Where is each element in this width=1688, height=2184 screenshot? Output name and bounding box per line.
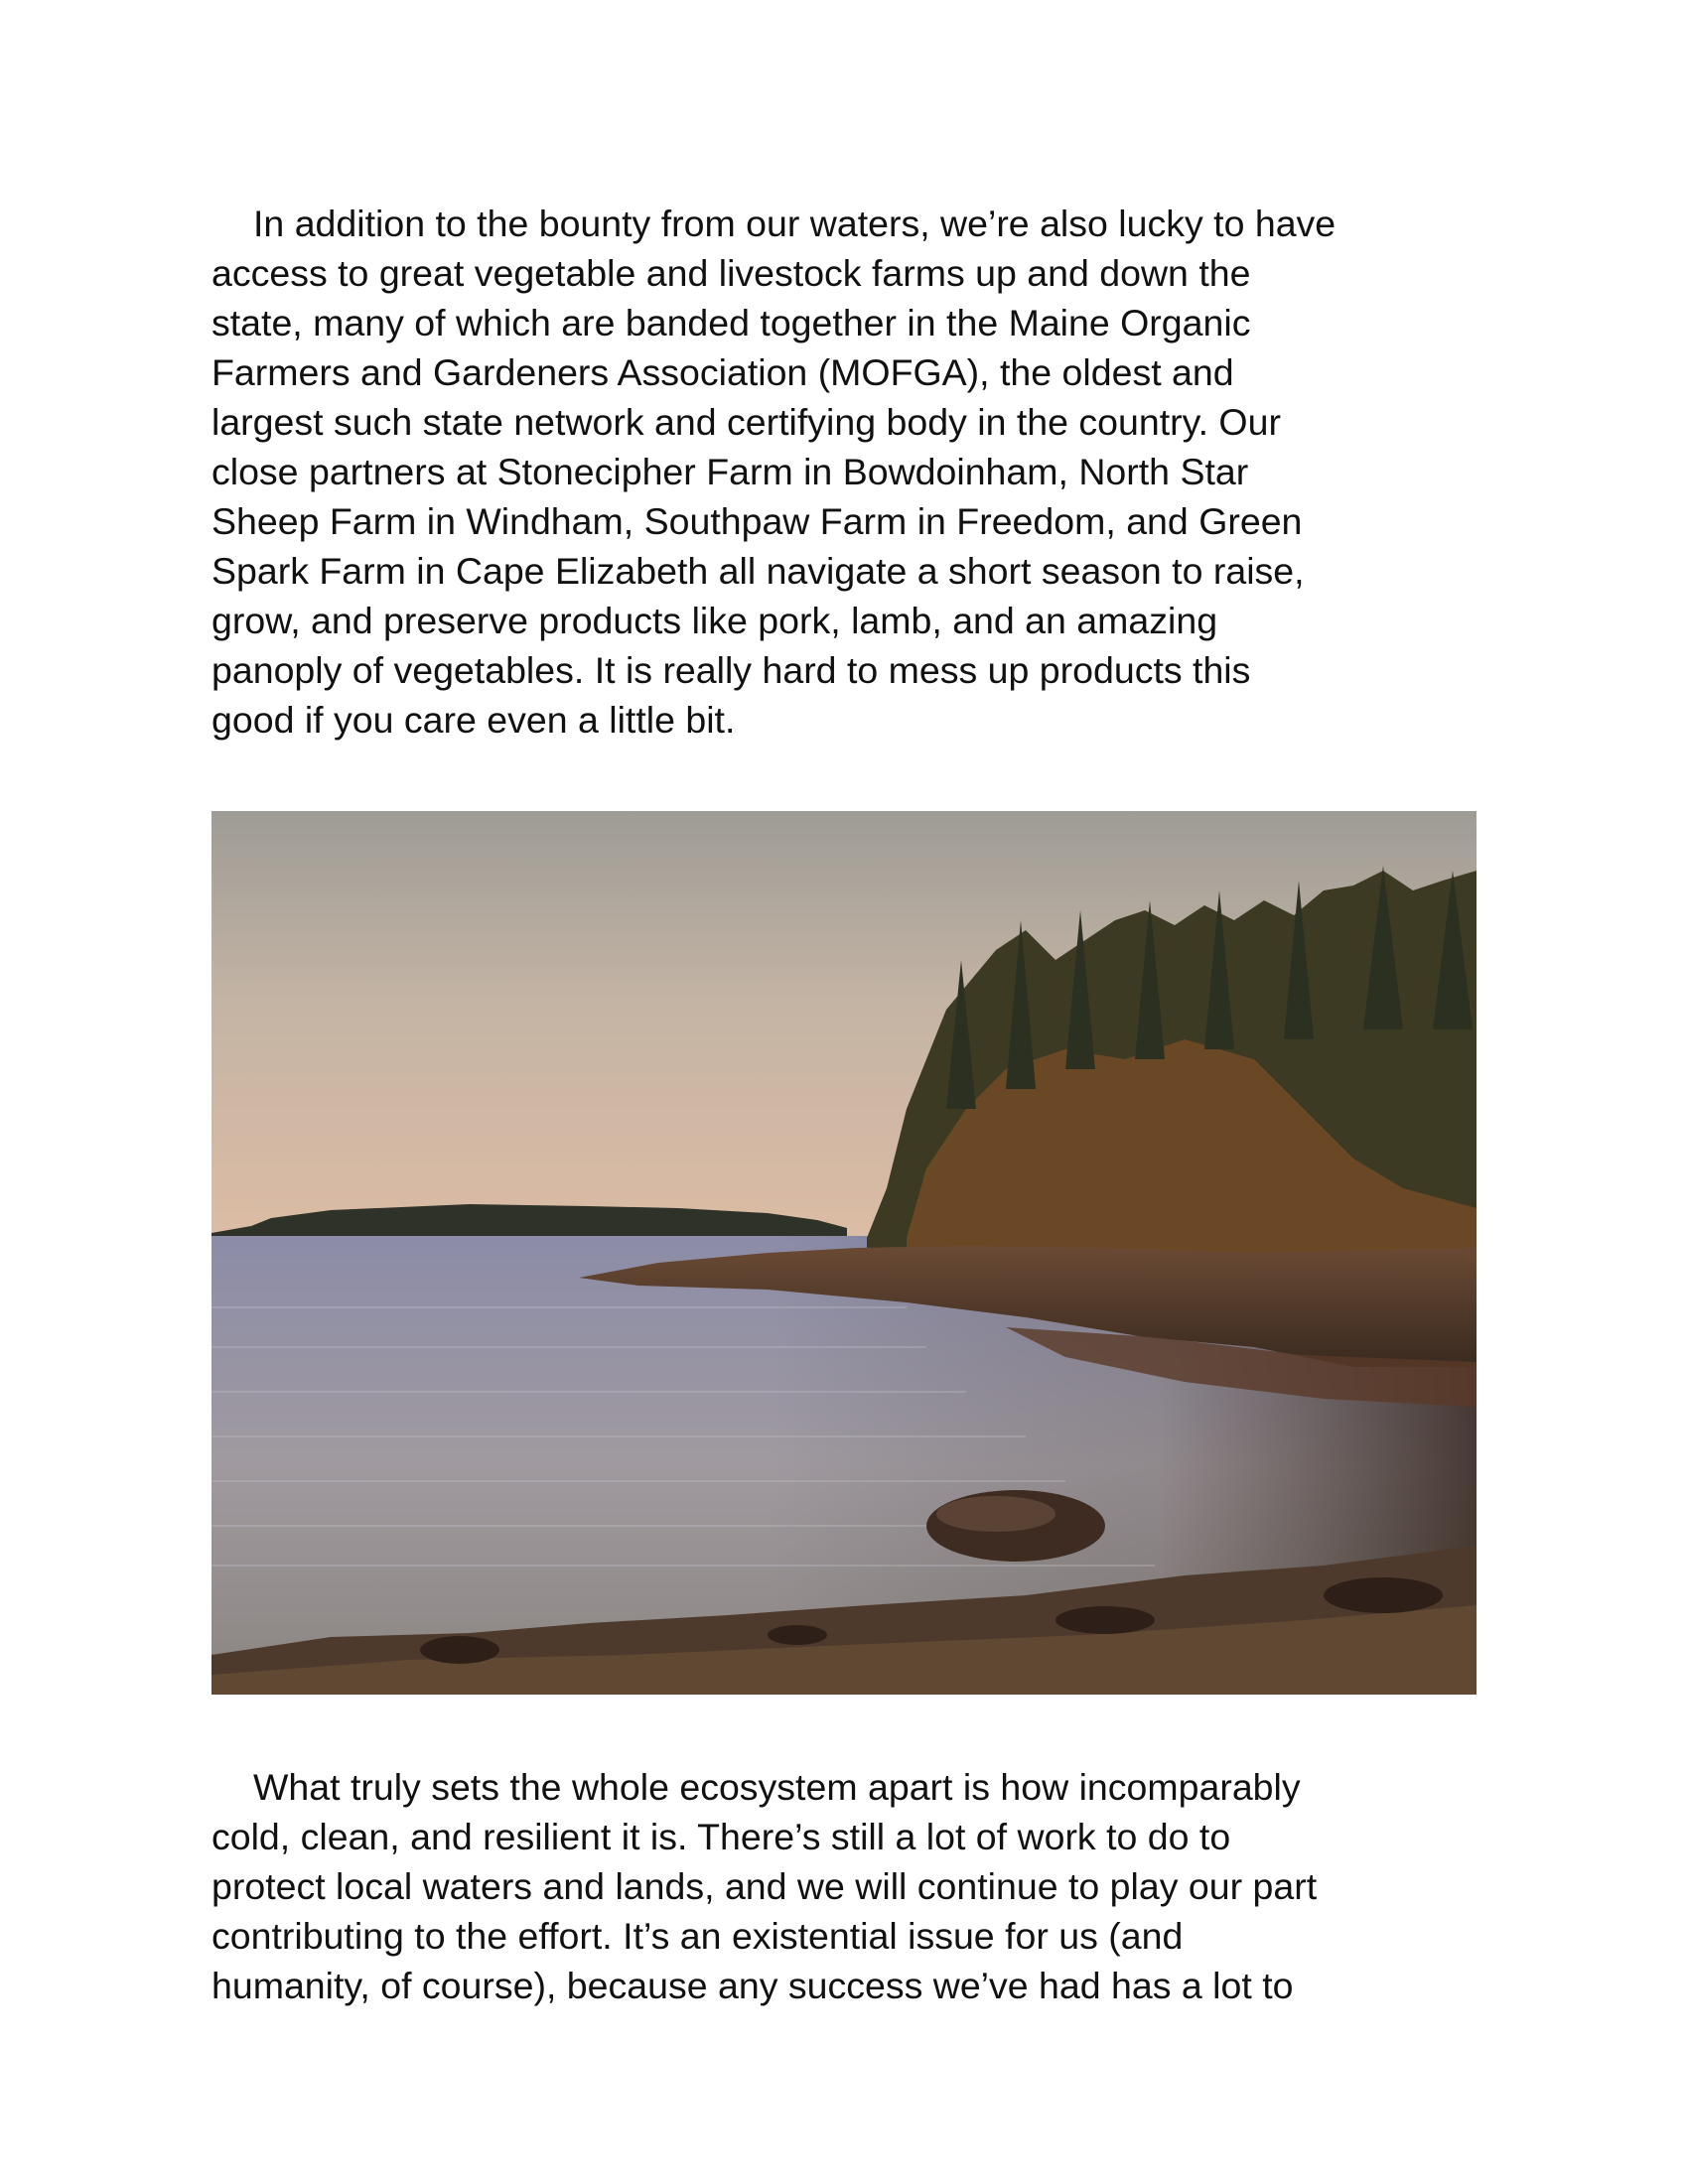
document-page [211,199,1477,2010]
paragraph-farms: In addition to the bounty from our waters, we’re also lucky to have access to great vegetable and livestock farms up and down the state, many of which are banded together in the Maine Organic Farmers and Gardeners Association (MOFGA), the oldest and largest such state network and certifying body in the country. Our close partners at Stonecipher Farm in Bowdoinham, North Star Sheep Farm in Windham, Southpaw Farm in Freedom, and Green Spark Farm in Cape Elizabeth all navigate a short season to raise, grow, and preserve products like pork, lamb, and an amazing panoply of vegetables. It is really hard to mess up products this good if you care even a little bit. [211,203,1336,741]
coastline-photo [211,811,1477,1695]
paragraph-ecosystem: What truly sets the whole ecosystem apart is how incomparably cold, clean, and resilient it is. There’s still a lot of work to do to protect local waters and lands, and we will continue to play our part contributing to the effort. It’s an existential issue for us (and humanity, of course), because any success we’ve had has a lot to [211,1766,1318,2006]
